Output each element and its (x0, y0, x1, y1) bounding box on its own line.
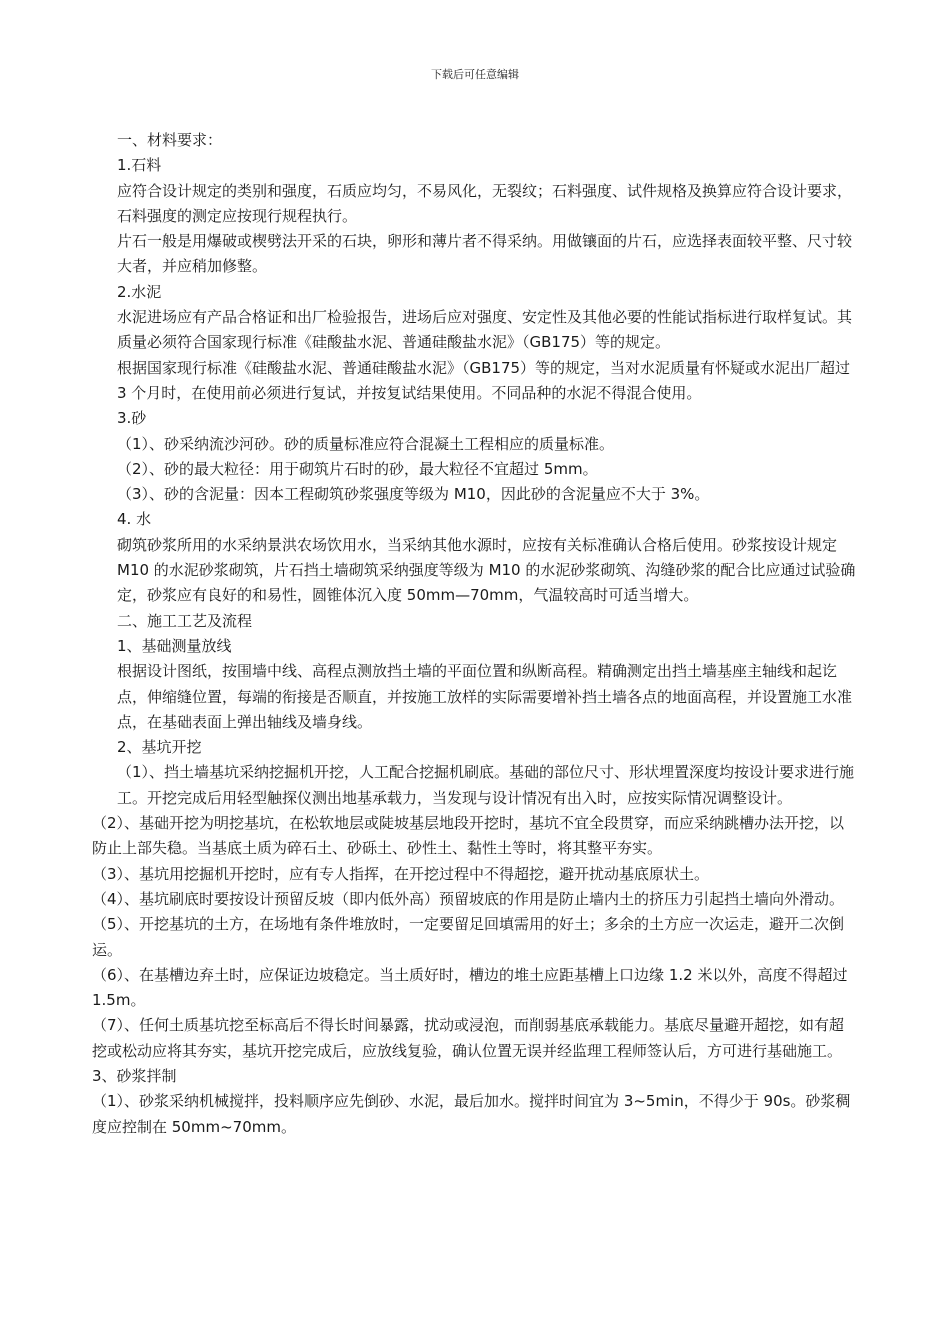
paragraph: 根据设计图纸，按围墙中线、高程点测放挡土墙的平面位置和纵断高程。精确测定出挡土墙基座主轴线和起讫点，伸缩缝位置，每端的衔接是否顺直，并按施工放样的实际需要增补挡土墙各点的地面高程，并设置施工水准点，在基础表面上弹出轴线及墙身线。 (117, 662, 853, 731)
page-header: 下载后可任意编辑 (431, 68, 519, 81)
list-item: （4）、基坑刷底时要按设计预留反坡（即内低外高）预留坡底的作用是防止墙内土的挤压力引起挡土墙向外滑动。 (92, 889, 845, 908)
list-item: （7）、任何土质基坑挖至标高后不得长时间暴露，扰动或浸泡，而削弱基底承载能力。基底尽量避开超挖，如有超挖或松动应将其夯实，基坑开挖完成后，应放线复验，确认位置无误并经监理工程师签认后，方可进行基础施工。 (92, 1016, 845, 1060)
paragraph: 水泥进场应有产品合格证和出厂检验报告，进场后应对强度、安定性及其他必要的性能试指标进行取样复试。其质量必须符合国家现行标准《硅酸盐水泥、普通硅酸盐水泥》（GB175）等的规定。 (117, 308, 853, 352)
paragraph: 砌筑砂浆所用的水采纳景洪农场饮用水，当采纳其他水源时，应按有关标准确认合格后使用。砂浆按设计规定 M10 的水泥砂浆砌筑，片石挡土墙砌筑采纳强度等级为 M10 的水泥砂浆砌筑、沟缝砂浆的配合比应通过试验确定，砂浆应有良好的和易性，圆锥体沉入度 50mm—70mm，气温较高时可适当增大。 (117, 535, 856, 605)
subheading-mortar-mixing: 3、砂浆拌制 (92, 1066, 177, 1085)
list-item: （1）、挡土墙基坑采纳挖掘机开挖，人工配合挖掘机刷底。基础的部位尺寸、形状埋置深度均按设计要求进行施工。开挖完成后用轻型触探仪测出地基承载力，当发现与设计情况有出入时，应按实际情况调整设计。 (117, 763, 855, 807)
heading-material-requirements: 一、材料要求： (117, 131, 223, 149)
subheading-survey: 1、基础测量放线 (117, 636, 232, 655)
subheading-water: 4. 水 (117, 510, 152, 529)
subheading-sand: 3.砂 (117, 409, 147, 428)
subheading-excavation: 2、基坑开挖 (117, 738, 202, 757)
heading-construction-process: 二、施工工艺及流程 (117, 611, 253, 630)
paragraph: 片石一般是用爆破或楔劈法开采的石块，卵形和薄片者不得采纳。用做镶面的片石，应选择表面较平整、尺寸较大者，并应稍加修整。 (117, 232, 853, 276)
list-item: （3）、基坑用挖掘机开挖时，应有专人指挥，在开挖过程中不得超挖，避开扰动基底原状土。 (92, 864, 710, 883)
paragraph: 应符合设计规定的类别和强度，石质应均匀，不易风化，无裂纹；石料强度、试件规格及换算应符合设计要求，石料强度的测定应按现行规程执行。 (117, 181, 853, 225)
subheading-stone: 1.石料 (117, 156, 162, 175)
list-item: （1）、砂浆采纳机械搅拌，投料顺序应先倒砂、水泥，最后加水。搅拌时间宜为 3~5min，不得少于 90s。砂浆稠度应控制在 50mm~70mm。 (92, 1092, 851, 1136)
document-body (0, 128, 950, 1140)
list-item: （2）、基础开挖为明挖基坑，在松软地层或陡坡基层地段开挖时，基坑不宜全段贯穿，而应采纳跳槽办法开挖，以防止上部失稳。当基底土质为碎石土、砂砾土、砂性土、黏性土等时，将其整平夯实。 (92, 814, 845, 858)
list-item: （5）、开挖基坑的土方，在场地有条件堆放时，一定要留足回填需用的好土；多余的土方应一次运走，避开二次倒运。 (92, 915, 845, 959)
list-item: （1）、砂采纳流沙河砂。砂的质量标准应符合混凝土工程相应的质量标准。 (117, 434, 615, 453)
list-item: （6）、在基槽边弃土时，应保证边坡稳定。当土质好时，槽边的堆土应距基槽上口边缘 1.2 米以外，高度不得超过 1.5m。 (92, 965, 848, 1010)
list-item: （3）、砂的含泥量：因本工程砌筑砂浆强度等级为 M10，因此砂的含泥量应不大于 3%。 (117, 485, 710, 504)
list-item: （2）、砂的最大粒径：用于砌筑片石时的砂，最大粒径不宜超过 5mm。 (117, 459, 598, 478)
paragraph: 根据国家现行标准《硅酸盐水泥、普通硅酸盐水泥》（GB175）等的规定，当对水泥质量有怀疑或水泥出厂超过 3 个月时，在使用前必须进行复试，并按复试结果使用。不同品种的水泥不得混合使用。 (117, 358, 851, 402)
subheading-cement: 2.水泥 (117, 282, 162, 301)
